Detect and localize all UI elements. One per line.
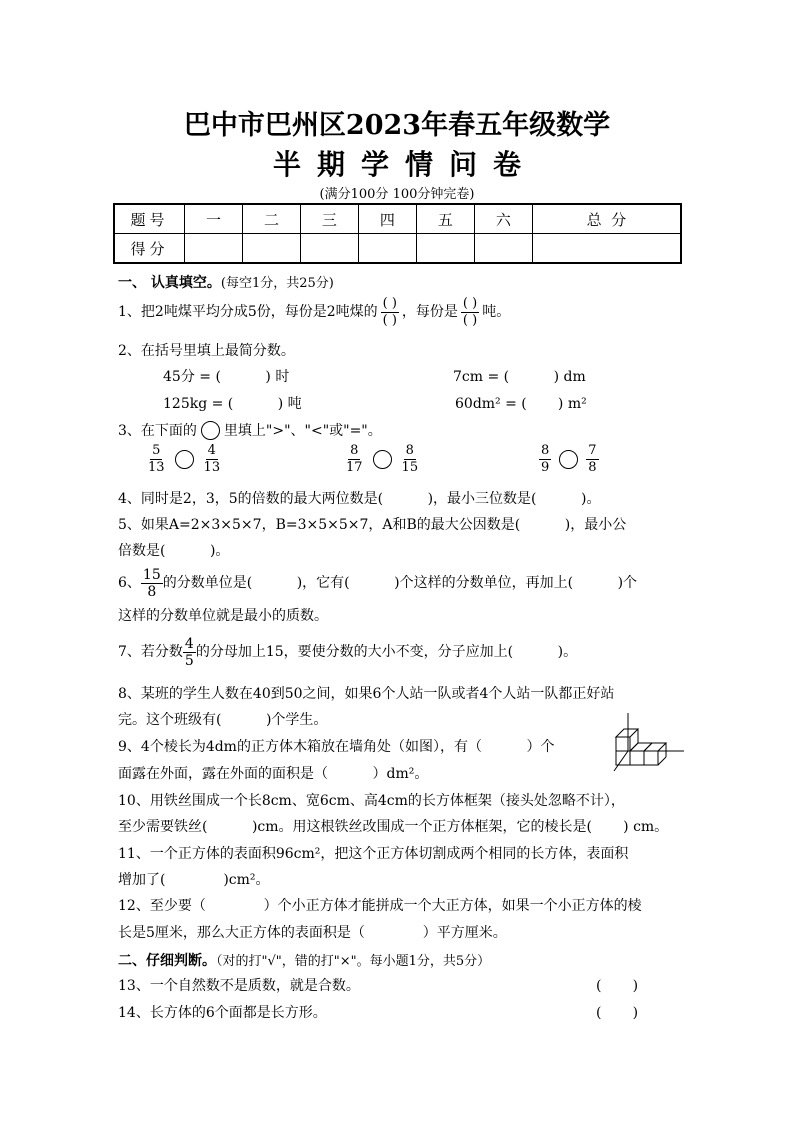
q1-fraction-blank-1[interactable]: $\frac{( )}{( )}$: [382, 295, 397, 328]
section-2-note: （对的打"√"，错的打"×"。每小题1分，共5分）: [216, 954, 491, 969]
question-11-line-1: 11、一个正方体的表面积96cm²，把这个正方体切割成两个相同的长方体，表面积: [118, 846, 629, 862]
section-2-title: 二、仔细判断。: [118, 953, 216, 969]
score-cell-2: 二: [242, 204, 300, 234]
q3-pair-3: [539, 443, 599, 476]
q7-text-a: 7、若分数: [118, 644, 183, 660]
q3-text-a: 3、在下面的: [118, 422, 197, 439]
question-7: [118, 632, 577, 672]
score-cell-6: 六: [474, 204, 532, 234]
q3-text-b: 里填上">"、"<"或"="。: [223, 422, 382, 439]
q1-text-c: 吨。: [482, 304, 511, 320]
question-13: 13、一个自然数不是质数，就是合数。: [118, 978, 360, 994]
q14-answer-blank[interactable]: ( ): [596, 1005, 639, 1021]
score-cell-4: 四: [358, 204, 416, 234]
q3-fraction: $\frac{8}{15}$: [401, 443, 419, 475]
section-1-title: 一、 认真填空。: [118, 275, 221, 291]
q2-blank-c[interactable]: 125kg = ( ) 吨: [163, 396, 302, 412]
q2-stem: 2、在括号里填上最简分数。: [118, 343, 295, 359]
question-11-line-2: 增加了( )cm²。: [118, 872, 270, 888]
score-input-cell[interactable]: [358, 234, 416, 264]
q3-fraction: $\frac{5}{13}$: [148, 443, 165, 475]
score-input-cell[interactable]: [416, 234, 474, 264]
score-input-cell[interactable]: [185, 234, 243, 264]
q2-blank-d[interactable]: 60dm² = ( ) m²: [455, 396, 587, 412]
question-3-stem: [118, 421, 382, 440]
question-1: [118, 292, 510, 332]
compare-circle-blank[interactable]: [559, 450, 578, 469]
score-input-cell[interactable]: [242, 234, 300, 264]
score-input-cell[interactable]: [300, 234, 358, 264]
subtitle: (满分100分 100分钟完卷): [319, 187, 475, 202]
cubes-corner-figure: [608, 711, 686, 775]
q3-fraction: $\frac{7}{8}$: [588, 443, 597, 475]
question-14: 14、长方体的6个面都是长方形。: [118, 1005, 327, 1021]
q1-text-a: 1、把2吨煤平均分成5份，每份是2吨煤的: [118, 304, 378, 320]
q1-text-b: ，每份是: [401, 304, 458, 320]
q3-pair-1: [146, 443, 222, 476]
compare-circle-blank[interactable]: [175, 450, 194, 469]
title-line-2: 半期学情问卷: [272, 148, 537, 181]
q6-prefix: 6、: [118, 575, 141, 591]
q7-text-b: 的分母加上15，要使分数的大小不变，分子应加上( )。: [195, 644, 578, 660]
q3-fraction: $\frac{8}{17}$: [346, 443, 363, 475]
question-9-line-2: 面露在外面，露在外面的面积是（ ）dm²。: [118, 766, 429, 782]
score-cell-1: 一: [185, 204, 243, 234]
section-1-heading: [118, 272, 334, 292]
q3-fraction: $\frac{8}{9}$: [541, 443, 550, 475]
score-cell-total: 总 分: [532, 204, 681, 234]
q3-fraction: $\frac{4}{13}$: [203, 443, 221, 475]
section-1-note: (每空1分，共25分): [220, 276, 334, 291]
question-5-line-2: 倍数是( )。: [118, 543, 230, 559]
question-9-line-1: 9、4个棱长为4dm的正方体木箱放在墙角处（如图），有（ ）个: [118, 739, 555, 755]
q6-fraction: $\frac{15}{8}$: [142, 566, 161, 600]
score-table-score-row: [114, 234, 681, 264]
q7-fraction: $\frac{4}{5}$: [184, 635, 194, 669]
question-12-line-2: 长是5厘米，那么大正方体的表面积是（ ）平方厘米。: [118, 925, 507, 941]
q1-fraction-blank-2[interactable]: $\frac{( )}{( )}$: [462, 295, 478, 328]
q3-pair-2: [344, 443, 420, 476]
title-line-1: 巴中市巴州区2023年春五年级数学: [183, 110, 611, 141]
compare-circle-icon: [201, 421, 220, 440]
question-6-line-2: 这样的分数单位就是最小的质数。: [118, 608, 328, 624]
score-cell-5: 五: [416, 204, 474, 234]
section-2-heading: [118, 950, 490, 970]
score-row-label: 得分: [114, 234, 185, 264]
question-8-line-1: 8、某班的学生人数在40到50之间，如果6个人站一队或者4个人站一队都正好站: [118, 686, 615, 702]
score-input-cell[interactable]: [474, 234, 532, 264]
q2-blank-a[interactable]: 45分 = ( ) 时: [163, 369, 290, 385]
q6-text: 的分数单位是( )，它有( )个这样的分数单位，再加上( )个: [162, 575, 638, 591]
score-table-header-row: [114, 204, 681, 234]
q13-answer-blank[interactable]: ( ): [596, 978, 639, 994]
score-input-cell[interactable]: [532, 234, 681, 264]
question-4: 4、同时是2，3，5的倍数的最大两位数是( )，最小三位数是( )。: [118, 491, 601, 507]
question-10-line-2: 至少需要铁丝( )cm。用这根铁丝改围成一个正方体框架，它的棱长是( ) cm。: [118, 819, 669, 835]
q2-blank-b[interactable]: 7cm = ( ) dm: [453, 369, 586, 385]
score-cell-3: 三: [300, 204, 358, 234]
question-6-line-1: [118, 563, 637, 603]
score-cell-label: 题号: [114, 204, 185, 234]
question-5-line-1: 5、如果A=2×3×5×7，B=3×5×5×7，A和B的最大公因数是( )，最小公: [118, 517, 627, 533]
compare-circle-blank[interactable]: [373, 450, 392, 469]
question-8-line-2: 完。这个班级有( )个学生。: [118, 712, 328, 728]
question-12-line-1: 12、至少要（ ）个小正方体才能拼成一个大正方体，如果一个小正方体的棱: [118, 898, 642, 914]
question-10-line-1: 10、用铁丝围成一个长8cm、宽6cm、高4cm的长方体框架（接头处忽略不计），: [118, 793, 625, 809]
score-table: [113, 203, 682, 264]
